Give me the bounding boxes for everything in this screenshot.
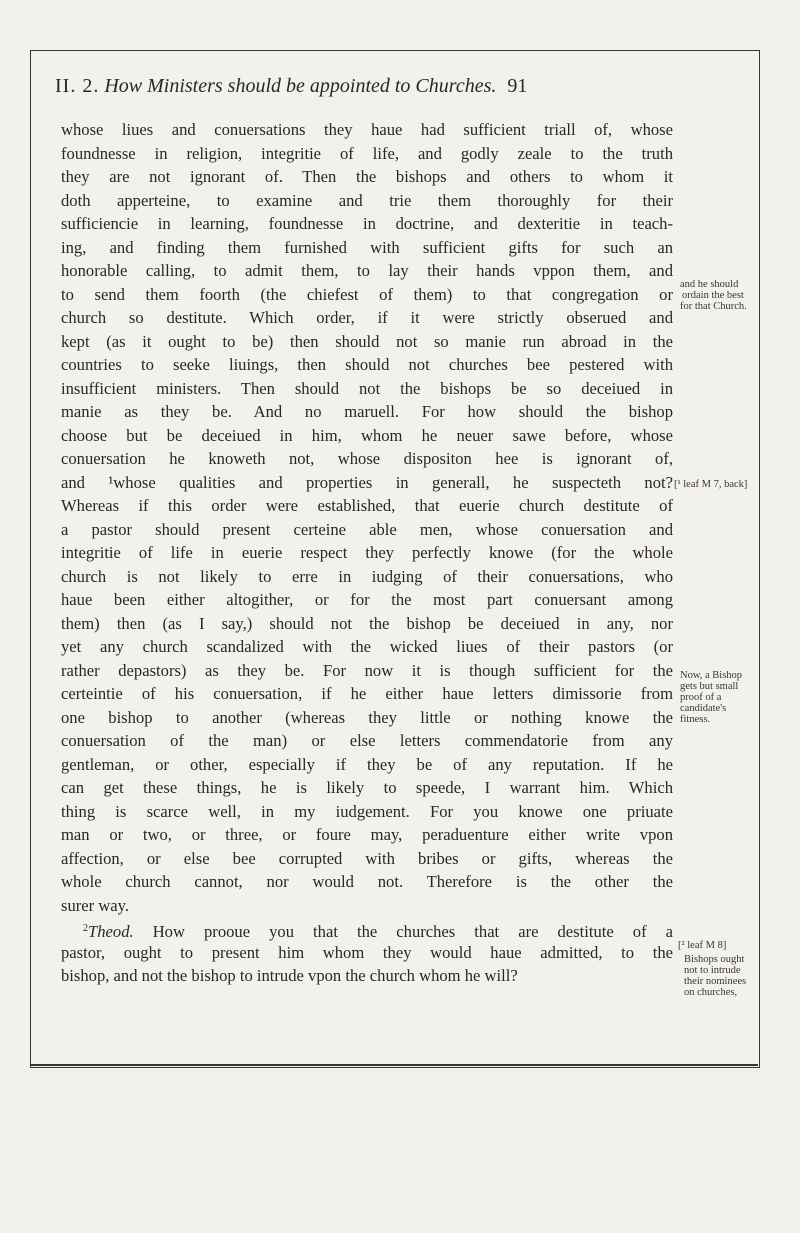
chapter-number: II. 2. [55, 75, 100, 97]
text-line: man or two, or three, or foure may, peraduenture either write vpon [61, 825, 673, 844]
speaker-name: Theod. [88, 922, 134, 941]
text-line: whose liues and conuersations they haue had sufficient triall of, whose [61, 120, 673, 139]
margin-note-3-line-5: fitness. [680, 713, 711, 725]
text-line: gentleman, or other, especially if they be of any reputation. If he [61, 754, 673, 774]
text-line: can get these things, he is likely to speede, I warrant him. Which [61, 778, 673, 797]
text-line: surer way. [61, 895, 130, 915]
text-line: pastor, ought to present him whom they would haue admitted, to the [61, 942, 673, 962]
text-line: integritie of life in euerie respect they perfectly knowe (for the whole [61, 543, 673, 562]
text-line: certeintie of his conuersation, if he either haue letters dimissorie from [61, 684, 673, 703]
text-line: whole church cannot, nor would not. Therefore is the other the [61, 872, 673, 891]
text-line: bishop, and not the bishop to intrude vpon the church whom he will? [61, 966, 518, 985]
margin-note-5-line-4: on churches, [684, 986, 738, 998]
text-line: sufficiencie in learning, foundnesse in doctrine, and dexteritie in teach- [61, 214, 673, 233]
text-line: manie as they be. And no maruell. For how should the bishop [61, 402, 673, 421]
margin-note-leaf-m7: [¹ leaf M 7, back] [674, 479, 748, 491]
margin-note-1-line-2: ordain the best [682, 290, 744, 302]
margin-note-3-line-2: gets but small [680, 680, 739, 692]
margin-note-3-line-3: proof of a [680, 691, 722, 703]
text-line: kept (as it ought to be) then should not so manie run abroad in the [61, 331, 673, 351]
text-line: foundnesse in religion, integritie of life, and godly zeale to the truth [61, 143, 673, 163]
text-line: insufficient ministers. Then should not the bishops be so deceiued in [61, 378, 673, 398]
page-bottom-rule [30, 1064, 758, 1066]
margin-note-leaf-m8: [² leaf M 8] [678, 939, 727, 951]
text-line: choose but be deceiued in him, whom he neuer sawe before, whose [61, 425, 673, 445]
text-line-speaker [61, 917, 673, 941]
text-line: rather depastors) as they be. For now it is though sufficient for the [61, 660, 673, 680]
text-line: church is not likely to erre in iudging of their conuersations, who [61, 566, 673, 586]
text-line: affection, or else bee corrupted with bribes or gifts, whereas the [61, 848, 673, 868]
margin-note-3-line-4: candidate's [680, 702, 727, 714]
text-line: conuersation he knoweth not, whose dispositon hee is ignorant of, [61, 449, 673, 468]
margin-note-5-line-3: their nominees [684, 975, 747, 987]
text-line: church so destitute. Which order, if it were strictly obserued and [61, 308, 673, 327]
text-line: yet any church scandalized with the wicked liues of their pastors (or [61, 637, 673, 656]
page-number: 91 [507, 75, 528, 97]
text-line: doth apperteine, to examine and trie them thoroughly for their [61, 190, 673, 210]
body-text [61, 118, 673, 988]
margin-note-5-line-1: Bishops ought [684, 953, 745, 965]
margin-note-1-line-3: for that Church. [680, 301, 747, 313]
text-line: Whereas if this order were established, that euerie church destitute of [61, 496, 673, 515]
running-head [55, 74, 705, 98]
text-line: haue been either altogither, or for the most part conuersant among [61, 590, 673, 609]
text-line: ing, and finding them furnished with sufficient gifts for such an [61, 237, 673, 257]
text-line: honorable calling, to admit them, to lay their hands vppon them, and [61, 261, 673, 280]
text-line: thing is scarce well, in my iudgement. For you knowe one priuate [61, 801, 673, 821]
text-line-remainder: How prooue you that the churches that are destitute of a [152, 922, 673, 941]
text-line: conuersation of the man) or else letters commendatorie from any [61, 731, 673, 750]
margin-note-1-line-1: and he should [680, 279, 739, 291]
margin-note-3-line-1: Now, a Bishop [680, 669, 743, 681]
text-line: and ¹whose qualities and properties in generall, he suspecteth not? [61, 472, 673, 492]
text-line: them) then (as I say,) should not the bishop be deceiued in any, nor [61, 613, 673, 633]
text-line: a pastor should present certeine able men, whose conuersation and [61, 519, 673, 539]
text-line: countries to seeke liuings, then should not churches bee pestered with [61, 355, 673, 374]
chapter-title: How Ministers should be appointed to Churches. [104, 75, 497, 97]
margin-note-5-line-2: not to intrude [684, 964, 741, 976]
text-line: they are not ignorant of. Then the bishops and others to whom it [61, 167, 673, 186]
text-line: to send them foorth (the chiefest of them) to that congregation or [61, 284, 673, 304]
footnote-marker: 2 [83, 923, 88, 934]
text-line: one bishop to another (whereas they little or nothing knowe the [61, 707, 673, 727]
